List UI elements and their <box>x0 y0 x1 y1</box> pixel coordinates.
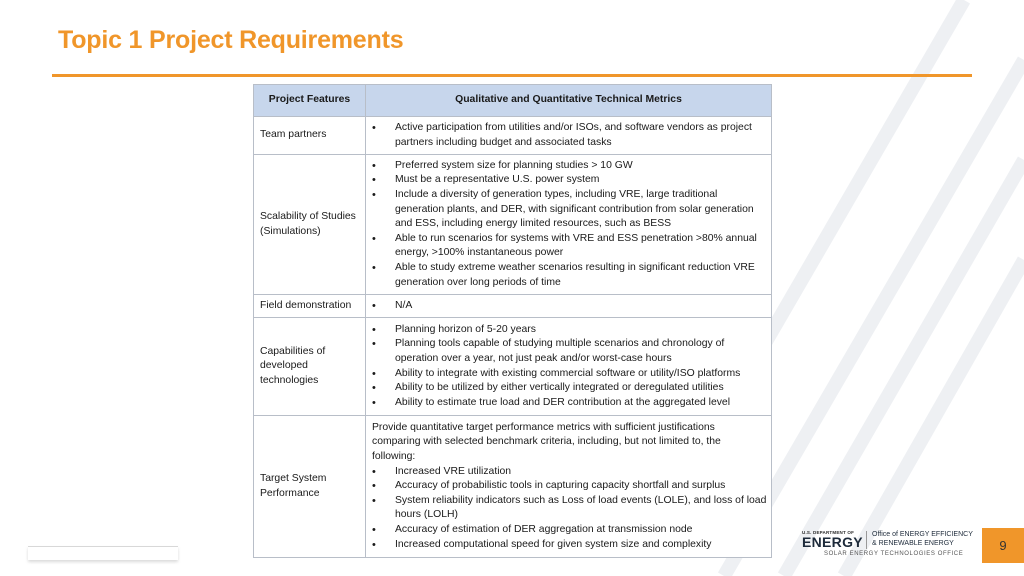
list-item: • Include a diversity of generation types, including VRE, large traditional generation plants, and DER, with significant contribution from solar generation and ESS, including energy limited resources, such as BESS <box>372 188 771 232</box>
metrics-intro: Provide quantitative target performance metrics with sufficient justifications comparing with selected benchmark criteria, including, but not limited to, the following: <box>372 421 721 463</box>
bullet-list <box>372 159 771 290</box>
list-item: • Increased computational speed for given system size and complexity <box>372 538 771 553</box>
table-row <box>254 318 772 416</box>
list-item: • Planning horizon of 5-20 years <box>372 323 771 338</box>
title-underline <box>52 74 972 77</box>
bullet-list <box>372 121 771 150</box>
list-item: • Active participation from utilities and/or ISOs, and software vendors as project partners including budget and associated tasks <box>372 121 771 150</box>
logo-office-line1: Office of ENERGY EFFICIENCY <box>872 531 973 538</box>
list-item: • Ability to integrate with existing commercial software or utility/ISO platforms <box>372 367 771 382</box>
bullet-list <box>372 323 771 411</box>
header-metrics: Qualitative and Quantitative Technical Metrics <box>366 85 772 117</box>
slide-title: Topic 1 Project Requirements <box>58 26 404 54</box>
list-item: • System reliability indicators such as Loss of load events (LOLE), and loss of load hours (LOLH) <box>372 494 771 523</box>
feature-cell: Scalability of Studies (Simulations) <box>254 155 366 295</box>
logo-office-line2: & RENEWABLE ENERGY <box>872 540 954 547</box>
table-row <box>254 295 772 318</box>
list-item: • Able to run scenarios for systems with VRE and ESS penetration >80% annual energy, >100% instantaneous power <box>372 232 771 261</box>
logo-divider <box>866 531 867 549</box>
feature-cell: Team partners <box>254 117 366 155</box>
list-item: • Accuracy of estimation of DER aggregation at transmission node <box>372 523 771 538</box>
list-item: • Planning tools capable of studying multiple scenarios and chronology of operation over a year, not just peak and/or worst-case hours <box>372 337 771 366</box>
page-number: 9 <box>982 528 1024 563</box>
feature-cell: Target System Performance <box>254 416 366 558</box>
logo-energy-text: ENERGY <box>802 534 863 550</box>
doe-logo <box>802 528 982 562</box>
logo-department-text: U.S. DEPARTMENT OF <box>802 530 855 535</box>
table-header-row <box>254 85 772 117</box>
list-item: • Able to study extreme weather scenarios resulting in significant reduction VRE generation over long periods of time <box>372 261 771 290</box>
list-item: • Increased VRE utilization <box>372 465 771 480</box>
logo-program-text: SOLAR ENERGY TECHNOLOGIES OFFICE <box>824 551 964 557</box>
table-row <box>254 117 772 155</box>
list-item: • Ability to estimate true load and DER contribution at the aggregated level <box>372 396 771 411</box>
metrics-cell <box>366 117 772 155</box>
metrics-cell <box>366 416 772 558</box>
requirements-table <box>253 84 772 558</box>
table-row <box>254 416 772 558</box>
list-item: • Must be a representative U.S. power system <box>372 173 771 188</box>
header-project-features: Project Features <box>254 85 366 117</box>
list-item: • Ability to be utilized by either vertically integrated or deregulated utilities <box>372 381 771 396</box>
metrics-cell <box>366 295 772 318</box>
metrics-cell <box>366 318 772 416</box>
list-item: • Preferred system size for planning studies > 10 GW <box>372 159 771 174</box>
bullet-list <box>372 465 771 553</box>
feature-cell: Capabilities of developed technologies <box>254 318 366 416</box>
table-row <box>254 155 772 295</box>
feature-cell: Field demonstration <box>254 295 366 318</box>
footer-bar <box>28 546 178 560</box>
list-item: • N/A <box>372 299 771 314</box>
list-item: • Accuracy of probabilistic tools in capturing capacity shortfall and surplus <box>372 479 771 494</box>
metrics-cell <box>366 155 772 295</box>
bullet-list <box>372 299 771 314</box>
